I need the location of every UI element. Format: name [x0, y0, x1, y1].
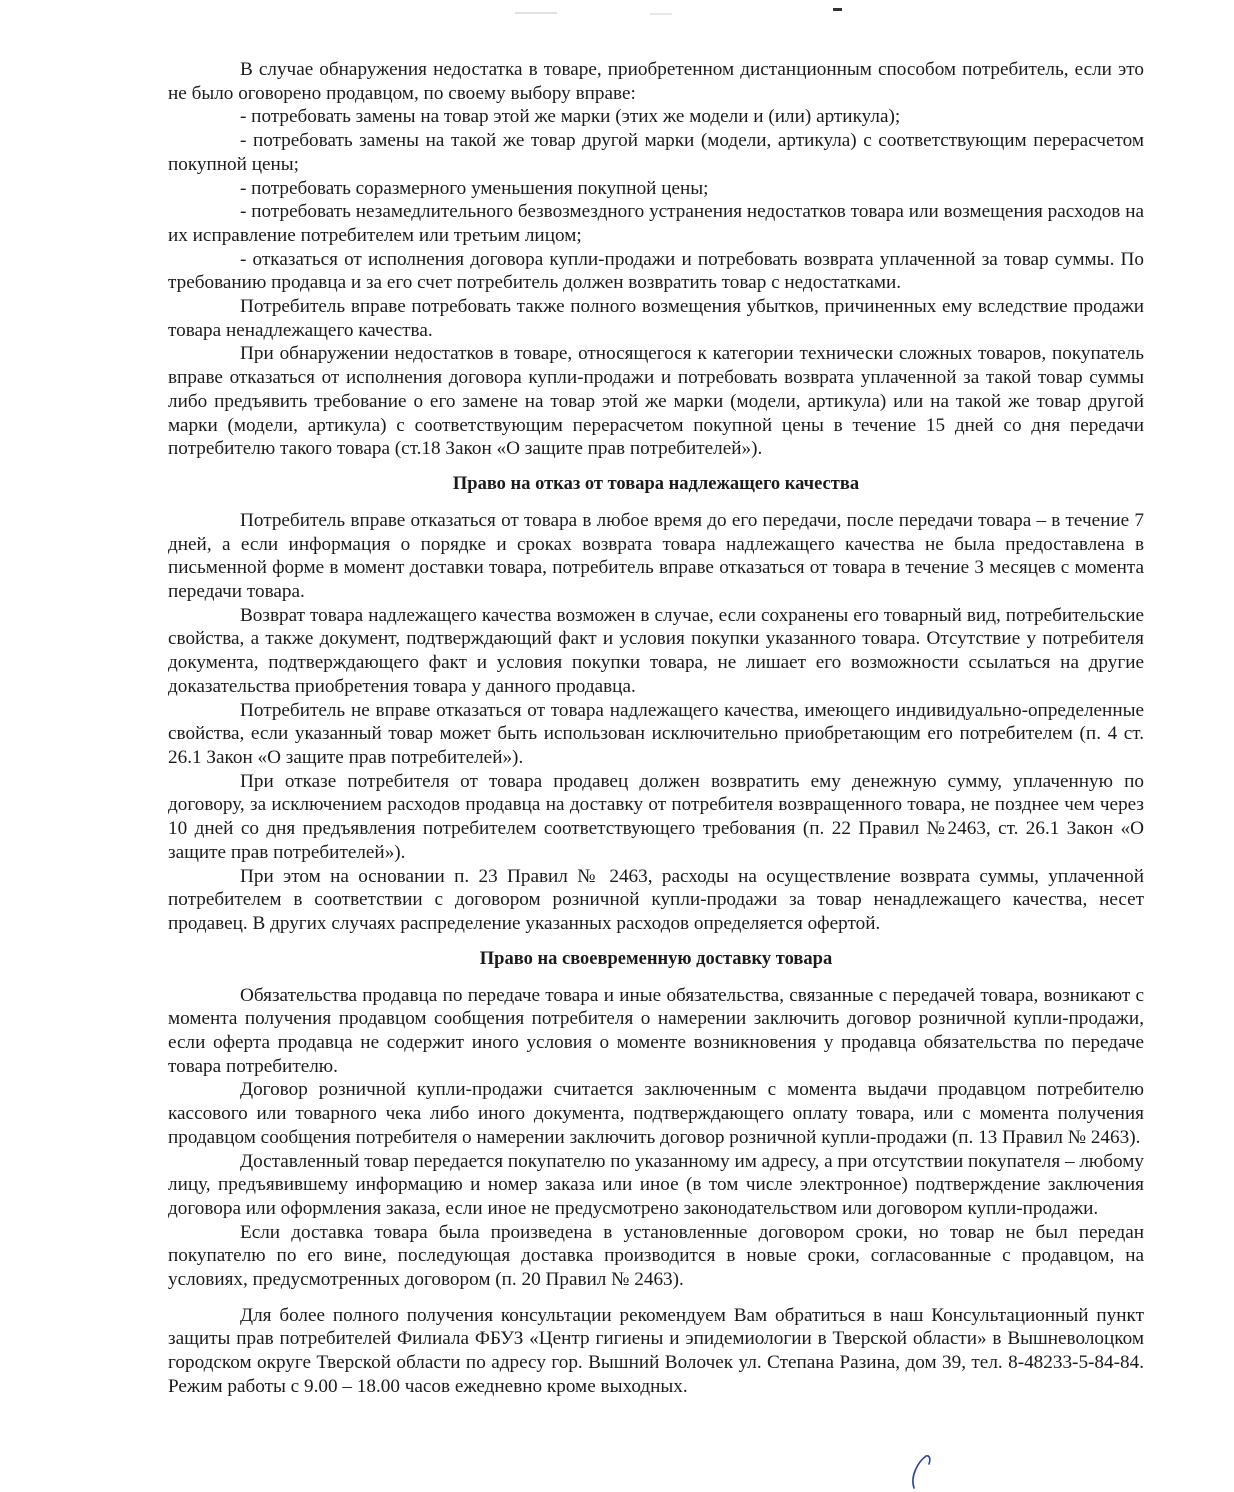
paragraph: Потребитель вправе отказаться от товара в любое время до его передачи, после передачи товара – в течение 7 дней, а если информация о порядке и сроках возврата товара надлежащего качества не была предоставлена в письменной форме в момент доставки товара, потребитель вправе отказаться от товара в течение 3 месяцев с момента передачи товара.	[168, 509, 1144, 603]
paragraph: Потребитель вправе потребовать также полного возмещения убытков, причиненных ему вследствие продажи товара ненадлежащего качества.	[168, 296, 1144, 341]
paragraph: Доставленный товар передается покупателю по указанному им адресу, а при отсутствии покупателя – любому лицу, предъявившему информацию и номер заказа или иное (в том числе электронное) подтверждение заключения договора или оформления заказа, если иное не предусмотрено законодательством или договором купли-продажи.	[168, 1150, 1144, 1219]
paragraph: Возврат товара надлежащего качества возможен в случае, если сохранены его товарный вид, потребительские свойства, а также документ, подтверждающий факт и условия покупки указанного товара. Отсутствие у потребителя документа, подтверждающего факт и условия покупки товара, не лишает его возможности ссылаться на другие доказательства приобретения товара у данного продавца.	[168, 604, 1144, 697]
contact-paragraph: Для более полного получения консультации рекомендуем Вам обратиться в наш Консультационный пункт защиты прав потребителей Филиала ФБУЗ «Центр гигиены и эпидемиологии в Тверской области» в Вышневолоцком городском округе Тверской области по адресу гор. Вышний Волочек ул. Степана Разина, дом 39, тел. 8-48233-5-84-84. Режим работы с 9.00 – 18.00 часов ежедневно кроме выходных.	[168, 1304, 1144, 1397]
paragraph: При этом на основании п. 23 Правил № 2463, расходы на осуществление возврата суммы, уплаченной потребителем в соответствии с договором розничной купли-продажи за товар ненадлежащего качества, несет продавец. В других случаях распределение указанных расходов определяется офертой.	[168, 865, 1144, 934]
handwritten-mark-icon	[896, 1452, 956, 1492]
list-item: - потребовать замены на такой же товар другой марки (модели, артикула) с соответствующим перерасчетом покупной цены;	[168, 130, 1144, 175]
paragraph: При обнаружении недостатков в товаре, относящегося к категории технически сложных товаров, покупатель вправе отказаться от исполнения договора купли-продажи и потребовать возврата уплаченной за такой товар суммы либо предъявить требование о его замене на товар этой же марки (модели, артикула) или на такой же товар другой марки (модели, артикула) с соответствующим перерасчетом покупной цены в течение 15 дней со дня передачи потребителю такого товара (ст.18 Закон «О защите прав потребителей»).	[168, 343, 1144, 460]
list-item: - отказаться от исполнения договора купли-продажи и потребовать возврата уплаченной за товар суммы. По требованию продавца и за его счет потребитель должен возвратить товар с недостатками.	[168, 248, 1144, 294]
scan-artifact	[650, 13, 672, 15]
scan-artifact	[515, 12, 557, 14]
paragraph: Договор розничной купли-продажи считается заключенным с момента выдачи продавцом потребителю кассового или товарного чека либо иного документа, подтверждающего оплату товара, или с момента получения продавцом сообщения потребителя о намерении заключить договор розничной купли-продажи (п. 13 Правил № 2463).	[168, 1079, 1144, 1148]
paragraph: При отказе потребителя от товара продавец должен возвратить ему денежную сумму, уплаченную по договору, за исключением расходов продавца на доставку от потребителя возвращенного товара, не позднее чем через 10 дней со дня предъявления потребителем соответствующего требования (п. 22 Правил №2463, ст. 26.1 Закон «О защите прав потребителей»).	[168, 770, 1144, 863]
list-item: - потребовать замены на товар этой же марки (этих же модели и (или) артикула);	[240, 106, 901, 128]
paragraph: Потребитель не вправе отказаться от товара надлежащего качества, имеющего индивидуально-определенные свойства, если указанный товар может быть использован исключительно приобретающим его потребителем (п. 4 ст. 26.1 Закон «О защите прав потребителей»).	[168, 699, 1144, 768]
section-refusal	[168, 509, 1144, 936]
paragraph: В случае обнаружения недостатка в товаре, приобретенном дистанционным способом потребитель, если это не было оговорено продавцом, по своему выбору вправе:	[168, 59, 1144, 104]
scan-artifact	[833, 8, 842, 11]
section-heading: Право на отказ от товара надлежащего качества	[452, 473, 860, 494]
list-item: - потребовать незамедлительного безвозмездного устранения недостатков товара или возмещения расходов на их исправление потребителем или третьим лицом;	[168, 201, 1144, 246]
section-heading: Право на своевременную доставку товара	[479, 948, 833, 969]
paragraph: Обязательства продавца по передаче товара и иные обязательства, связанные с передачей товара, возникают с момента получения продавцом сообщения потребителя о намерении заключить договор розничной купли-продажи, если оферта продавца не содержит иного условия о моменте возникновения у продавца обязательства по передаче товара потребителю.	[168, 984, 1144, 1077]
section-delivery	[168, 984, 1144, 1292]
list-item: - потребовать соразмерного уменьшения покупной цены;	[240, 177, 709, 199]
document-body	[168, 58, 1144, 1399]
paragraph: Если доставка товара была произведена в установленные договором сроки, но товар не был передан покупателю по его вине, последующая доставка производится в новые сроки, согласованные с продавцом, на условиях, предусмотренных договором (п. 20 Правил № 2463).	[168, 1221, 1144, 1291]
section-defects	[168, 58, 1144, 461]
